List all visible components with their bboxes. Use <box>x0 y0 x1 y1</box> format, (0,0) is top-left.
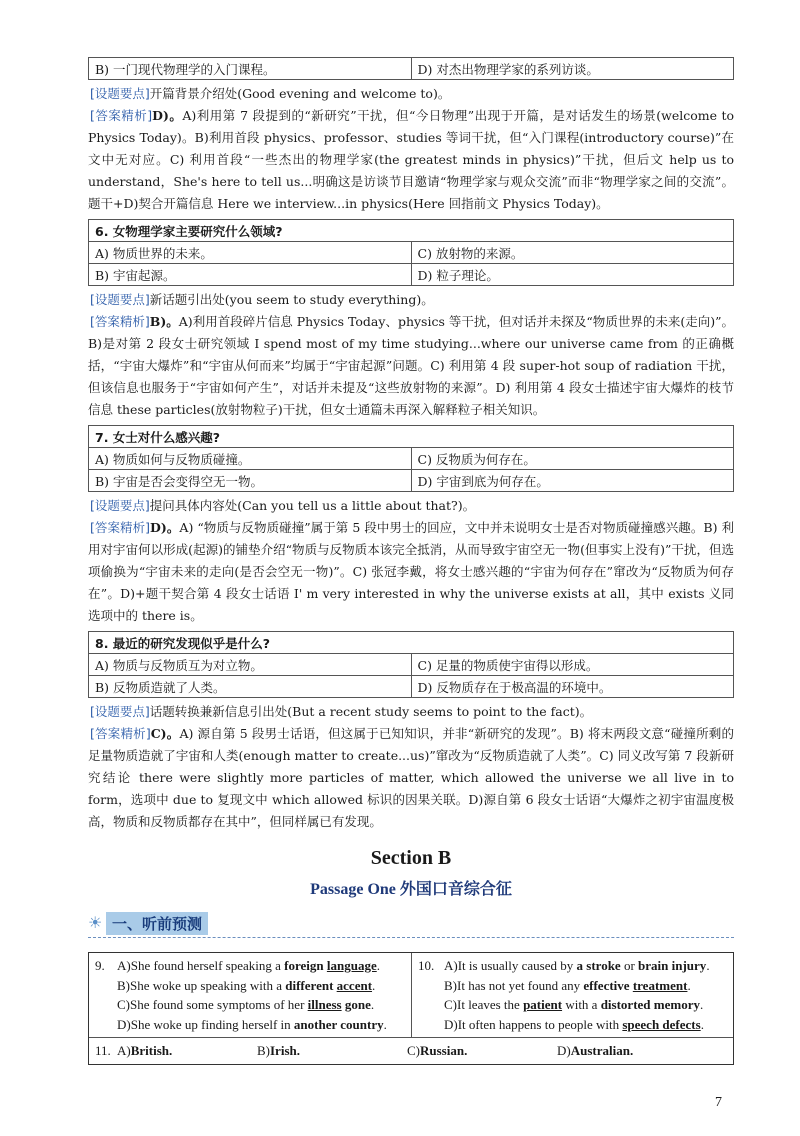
q10-options <box>411 953 733 1037</box>
point-tag: [设题要点] <box>90 86 150 101</box>
q11-option-a: British. <box>130 1043 173 1058</box>
q9-number: 9. <box>95 958 105 973</box>
q7-options-table <box>88 425 734 492</box>
option-text: different <box>285 977 334 993</box>
q9-option <box>117 1015 387 1035</box>
analysis-tag: [答案精析] <box>90 108 153 123</box>
q5-option-d: D) 对杰出物理学家的系列访谈。 <box>411 58 734 80</box>
option-text: or <box>620 958 639 973</box>
q8-question: 8. 最近的研究发现似乎是什么? <box>89 632 734 654</box>
q11-d-letter: D) <box>557 1043 571 1058</box>
q6-answer: B)。 <box>149 314 179 329</box>
q5-block <box>88 57 734 215</box>
q8-answer: C)。 <box>150 726 180 741</box>
option-text: . <box>706 958 710 973</box>
option-text: D)It often happens to people with <box>444 1016 623 1032</box>
q11-option-b: Irish. <box>270 1043 300 1058</box>
option-text: speech defects <box>622 1016 701 1032</box>
banner-label: 一、听前预测 <box>106 912 208 935</box>
q8-options-table <box>88 631 734 698</box>
q6-question: 6. 女物理学家主要研究什么领域? <box>89 220 734 242</box>
option-text: . <box>370 997 375 1012</box>
q11-c-letter: C) <box>407 1043 420 1058</box>
option-text: . <box>383 1016 387 1032</box>
option-text: language <box>326 958 377 973</box>
q11-number: 11. <box>95 1043 111 1058</box>
q7-question: 7. 女士对什么感兴趣? <box>89 426 734 448</box>
option-text: B)She woke up speaking with a <box>117 977 286 993</box>
q9-option <box>117 956 387 976</box>
q6-analysis: A)利用首段碎片信息 Physics Today、physics 等干扰，但对话并未探及“物质世界的未来(走向)”。B)是对第 2 段女士研究领域 I spend most of my time studying...where our universe came from 的正确概括，“宇宙大爆炸”和“宇宙从何而来”均属于“宇宙起源”问题。C) 利用第 4 段 super-hot soup of radiation 干扰，但该信息也服务于“宇宙如何产生”，对话并未提及“这些放射物的来源”。D) 利用第 4 段女士描述宇宙大爆炸的枝节信息 these particles(放射物粒子)干扰，但女士通篇未再深入解释粒子相关知识。 <box>88 314 735 417</box>
lightbulb-icon: ☀ <box>88 913 103 932</box>
q5-point: 开篇背景介绍处(Good evening and welcome to)。 <box>149 86 451 101</box>
q7-analysis: A) “物质与反物质碰撞”属于第 5 段中男士的回应，文中并未说明女士是否对物质碰撞感兴趣。B) 利用对宇宙何以形成(起源)的铺垫介绍“物质与反物质本该完全抵消，从而导致宇宙空无一物(但事实上没有)”干扰，但选项偷换为“宇宙未来的走向(是否会空无一物)”。C) 张冠李戴，将女士感兴趣的“宇宙为何存在”窜改为“反物质为何存在”。D)+题干契合第 4 段女士话语 I' m very interested in why the universe exists at all，其中 exists 义同选项中的 there is。 <box>88 520 734 623</box>
option-text: . <box>376 958 380 973</box>
option-text: D)She woke up finding herself in <box>117 1016 294 1032</box>
questions-box <box>88 952 734 1065</box>
option-text: treatment <box>632 977 688 993</box>
q8-block <box>88 631 734 833</box>
q7-block <box>88 425 734 627</box>
option-text: accent <box>336 977 373 993</box>
q7-option-d: D) 宇宙到底为何存在。 <box>411 470 734 492</box>
q6-option-c: C) 放射物的来源。 <box>411 242 734 264</box>
q10-number: 10. <box>418 958 435 973</box>
option-text: C)She found some symptoms of her <box>117 997 308 1012</box>
q8-analysis: A) 源自第 5 段男士话语，但这属于已知知识，并非“新研究的发现”。B) 将末两段文意“碰撞所剩的足量物质造就了宇宙和人类(enough matter to create...us)”窜改为“反物质造就了人类”。C) 同义改写第 7 段新研究结论 there were slightly more particles of matter, which allowed the universe we all live in to form，选项中 due to 复现文中 which allowed 标识的因果关联。D)源自第 6 段女士话语“大爆炸之初宇宙温度极高，物质和反物质都存在其中”，但同样属已有发现。 <box>88 726 734 829</box>
option-text: gone <box>344 997 371 1012</box>
q6-option-b: B) 宇宙起源。 <box>89 264 412 286</box>
q8-option-d: D) 反物质存在于极高温的环境中。 <box>411 676 734 698</box>
option-text: another country <box>293 1016 384 1032</box>
q6-option-d: D) 粒子理论。 <box>411 264 734 286</box>
option-text: illness <box>307 997 342 1012</box>
option-text: . <box>687 977 691 993</box>
q6-point: 新话题引出处(you seem to study everything)。 <box>149 292 434 307</box>
q11-option-d: Australian. <box>570 1043 634 1058</box>
q8-option-c: C) 足量的物质使宇宙得以形成。 <box>411 654 734 676</box>
option-text: foreign <box>284 958 324 973</box>
option-text: with a <box>562 997 601 1012</box>
q5-analysis: A)利用第 7 段提到的“新研究”干扰，但“今日物理”出现于开篇，是对话发生的场景(welcome to Physics Today)。B)利用首段 physics、professor、studies 等词干扰，但“入门课程(introductory course)”在文中无对应。C) 利用首段“一些杰出的物理学家(the greatest minds in physics)”干扰，但后文 help us to understand，She's here to tell us...明确这是访谈节目邀请“物理学家与观众交流”而非“物理学家之间的交流”。题干+D)契合开篇信息 Here we interview...in physics(Here 回指前文 Physics Today)。 <box>88 108 734 211</box>
q10-option <box>444 995 710 1015</box>
option-text: A)She found herself speaking a <box>117 958 285 973</box>
analysis-tag: [答案精析] <box>90 520 151 535</box>
q7-option-a: A) 物质如何与反物质碰撞。 <box>89 448 412 470</box>
q11-options <box>89 1038 733 1064</box>
option-text: C)It leaves the <box>444 997 524 1012</box>
q6-options-table <box>88 219 734 286</box>
q7-option-b: B) 宇宙是否会变得空无一物。 <box>89 470 412 492</box>
option-text: . <box>699 997 704 1012</box>
analysis-tag: [答案精析] <box>90 726 151 741</box>
option-text: B)It has not yet found any <box>444 977 584 993</box>
point-tag: [设题要点] <box>90 292 150 307</box>
analysis-tag: [答案精析] <box>90 314 150 329</box>
section-banner <box>88 911 734 935</box>
q10-option <box>444 956 710 976</box>
q5-options-table <box>88 57 734 80</box>
page-number: 7 <box>715 1095 722 1110</box>
point-tag: [设题要点] <box>90 498 150 513</box>
q6-option-a: A) 物质世界的未来。 <box>89 242 412 264</box>
option-text: brain injury <box>638 958 707 973</box>
option-text: effective <box>583 977 630 993</box>
q11-option-c: Russian. <box>420 1043 468 1058</box>
option-text: . <box>372 977 376 993</box>
q11-a-letter: A) <box>117 1043 131 1058</box>
q10-option <box>444 1015 710 1035</box>
q8-option-a: A) 物质与反物质互为对立物。 <box>89 654 412 676</box>
option-text: a stroke <box>576 958 621 973</box>
q5-answer: D)。 <box>152 108 183 123</box>
q9-option <box>117 995 387 1015</box>
option-text: . <box>700 1016 704 1032</box>
passage-title: Passage One 外国口音综合征 <box>310 881 512 898</box>
option-text: A)It is usually caused by <box>444 958 577 973</box>
q11-b-letter: B) <box>257 1043 270 1058</box>
q6-block <box>88 219 734 421</box>
q5-option-b: B) 一门现代物理学的入门课程。 <box>89 58 412 80</box>
point-tag: [设题要点] <box>90 704 150 719</box>
q8-option-b: B) 反物质造就了人类。 <box>89 676 412 698</box>
q8-point: 话题转换兼新信息引出处(But a recent study seems to point to the fact)。 <box>149 704 593 719</box>
q9-option <box>117 976 387 996</box>
q7-option-c: C) 反物质为何存在。 <box>411 448 734 470</box>
option-text: patient <box>523 997 563 1012</box>
option-text: distorted memory <box>600 997 700 1012</box>
q9-options <box>89 953 411 1037</box>
divider <box>88 937 734 938</box>
q10-option <box>444 976 710 996</box>
section-title: Section B <box>370 847 452 869</box>
q7-point: 提问具体内容处(Can you tell us a little about that?)。 <box>149 498 476 513</box>
q7-answer: D)。 <box>150 520 180 535</box>
